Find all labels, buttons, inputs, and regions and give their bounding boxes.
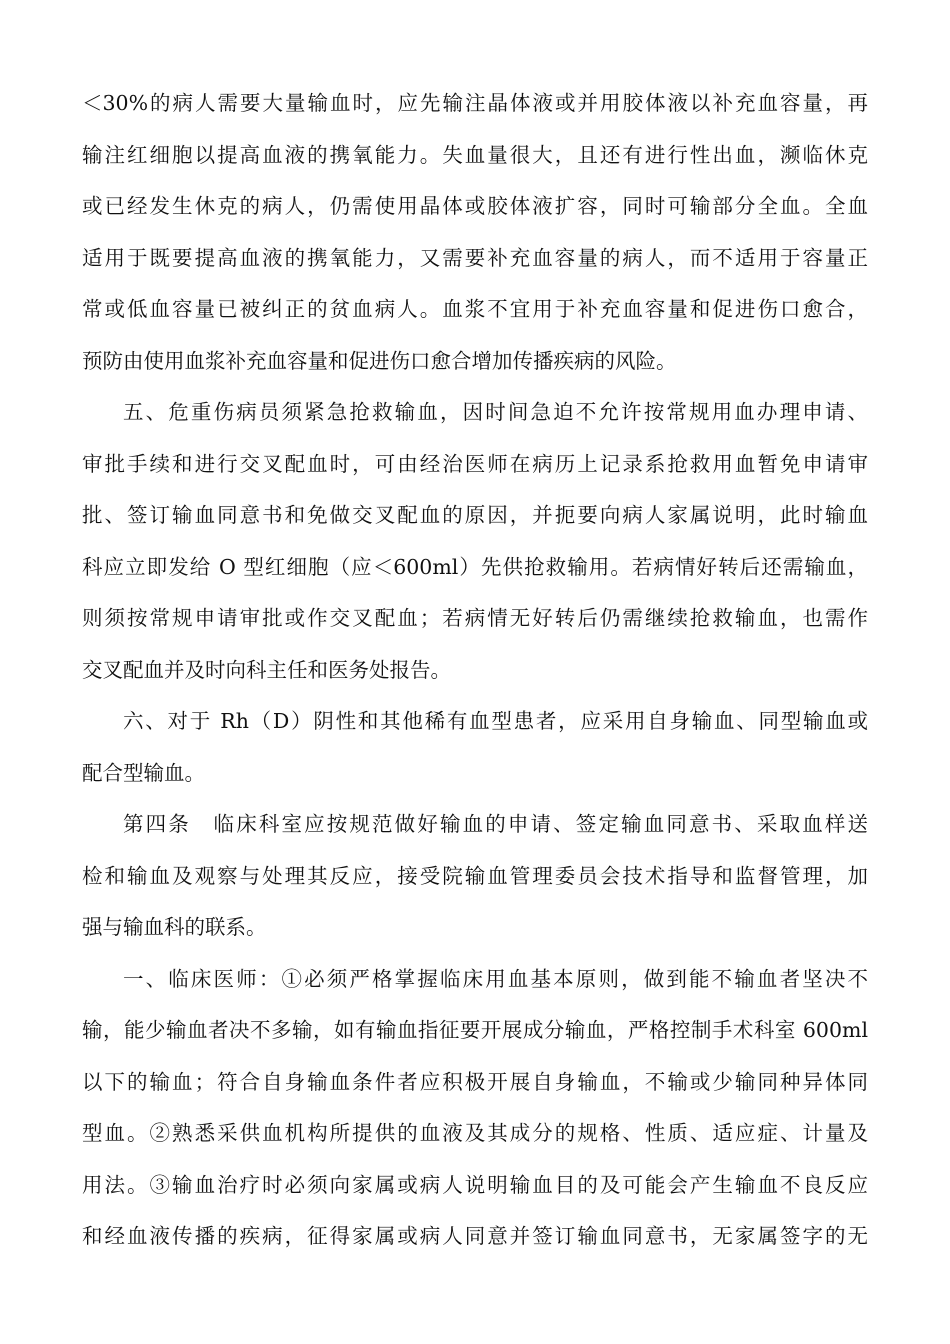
text-line: 和经血液传播的疾病，征得家属或病人同意并签订输血同意书，无家属签字的无: [82, 1224, 868, 1248]
text-line: 强与输血科的联系。: [82, 915, 267, 939]
text-line: 五、危重伤病员须紧急抢救输血，因时间急迫不允许按常规用血办理申请、: [123, 400, 868, 424]
text-line: 第四条 临床科室应按规范做好输血的申请、签定输血同意书、采取血样送: [123, 812, 868, 836]
text-line: 或已经发生休克的病人，仍需使用晶体或胶体液扩容，同时可输部分全血。全血: [82, 194, 868, 218]
text-line: 输注红细胞以提高血液的携氧能力。失血量很大，且还有进行性出血，濒临休克: [82, 142, 868, 167]
text-line: 以下的输血；符合自身输血条件者应积极开展自身输血，不输或少输同种异体同: [82, 1069, 868, 1094]
document-page: [82, 78, 868, 1263]
text-line: 六、对于 Rh（D）阴性和其他稀有血型患者，应采用自身输血、同型输血或: [123, 709, 868, 733]
text-line: 型血。②熟悉采供血机构所提供的血液及其成分的规格、性质、适应症、计量及: [82, 1121, 868, 1145]
text-line: 科应立即发给 O 型红细胞（应＜600ml）先供抢救输用。若病情好转后还需输血，: [82, 554, 868, 579]
text-line: 检和输血及观察与处理其反应，接受院输血管理委员会技术指导和监督管理，加: [82, 863, 868, 888]
text-line: 一、临床医师：①必须严格掌握临床用血基本原则，做到能不输血者坚决不: [123, 966, 868, 991]
text-line: 适用于既要提高血液的携氧能力，又需要补充血容量的病人，而不适用于容量正: [82, 245, 868, 270]
text-line: ＜30%的病人需要大量输血时，应先输注晶体液或并用胶体液以补充血容量，再: [82, 91, 868, 115]
text-line: 配合型输血。: [82, 760, 205, 785]
text-line: 交叉配血并及时向科主任和医务处报告。: [82, 657, 451, 682]
text-line: 常或低血容量已被纠正的贫血病人。血浆不宜用于补充血容量和促进伤口愈合，: [82, 297, 868, 321]
text-line: 批、签订输血同意书和免做交叉配血的原因，并扼要向病人家属说明，此时输血: [82, 503, 868, 527]
text-line: 则须按常规申请审批或作交叉配血；若病情无好转后仍需继续抢救输血，也需作: [82, 606, 868, 630]
text-line: 输，能少输血者决不多输，如有输血指征要开展成分输血，严格控制手术科室 600ml: [82, 1018, 868, 1042]
text-line: 用法。③输血治疗时必须向家属或病人说明输血目的及可能会产生输血不良反应: [82, 1172, 868, 1197]
text-line: 审批手续和进行交叉配血时，可由经治医师在病历上记录系抢救用血暂免申请审: [82, 451, 868, 476]
text-line: 预防由使用血浆补充血容量和促进伤口愈合增加传播疾病的风险。: [82, 348, 677, 373]
